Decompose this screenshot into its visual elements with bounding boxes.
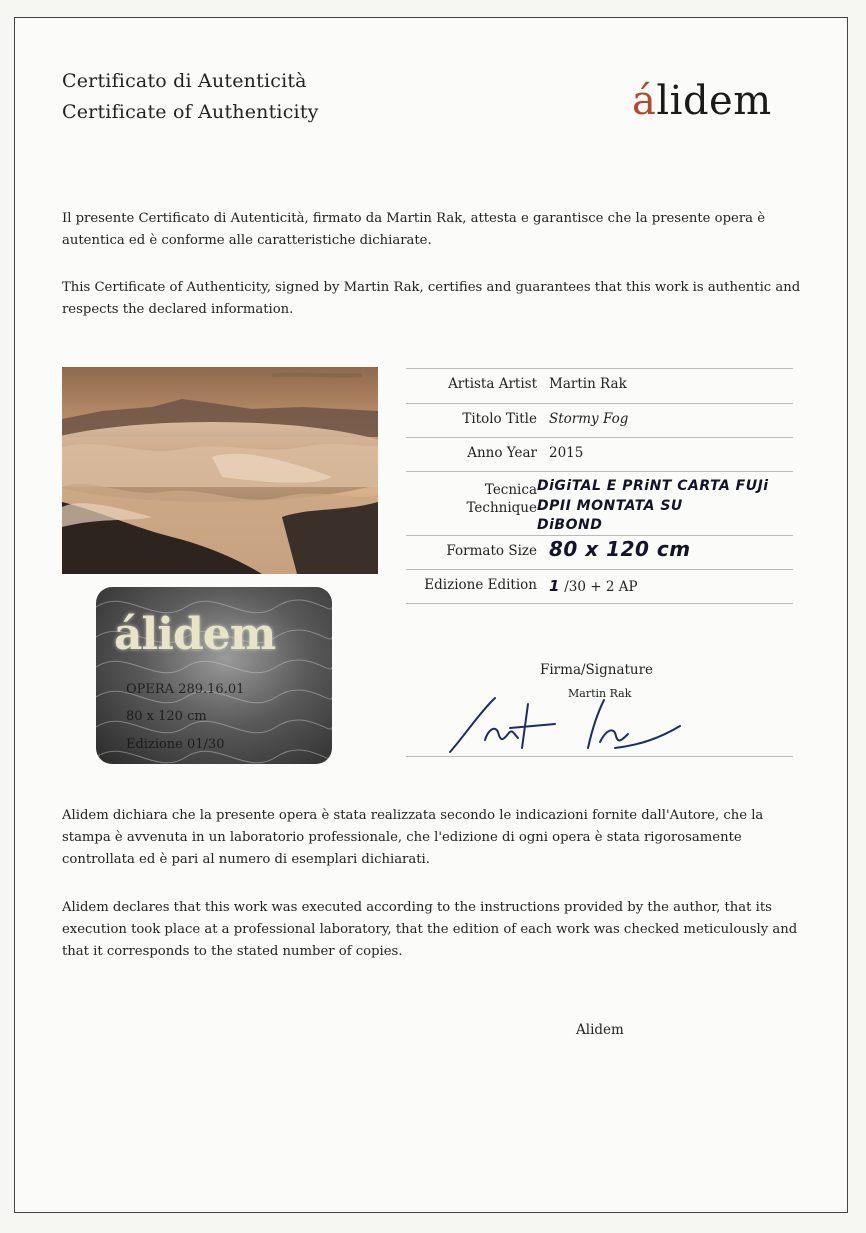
technique-label-it: Tecnica: [484, 482, 537, 498]
declaration-english: Alidem declares that this work was executed according to the instructions provided by the author, that its execution took place at a professional laboratory, that the edition of each work was checked meticulously and that it corresponds to the stated number of copies.: [62, 900, 798, 959]
technique-label-en: Technique: [466, 500, 537, 516]
title-value: Stormy Fog: [549, 411, 629, 427]
logo-accent-letter: á: [632, 78, 657, 124]
technique-value-line1: DiGiTAL E PRiNT CARTA FUJi: [537, 478, 769, 494]
technique-value-line2: DPII MONTATA SU: [537, 498, 683, 514]
row-artist: [406, 368, 793, 404]
hologram-opera-code: OPERA 289.16.01: [126, 682, 245, 697]
hologram-size: 80 x 120 cm: [126, 709, 207, 724]
size-label: Formato Size: [446, 543, 537, 559]
row-edition: [406, 569, 793, 604]
year-value: 2015: [549, 445, 584, 461]
hologram-edition: Edizione 01/30: [126, 737, 225, 752]
title-english: Certificate of Authenticity: [62, 101, 319, 123]
artist-label: Artista Artist: [448, 376, 537, 392]
title-label: Titolo Title: [462, 411, 537, 427]
intro-italian: Il presente Certificato di Autenticità, firmato da Martin Rak, attesta e garantisce che la presente opera è autentica ed è conforme alle caratteristiche dichiarate.: [62, 211, 766, 248]
artwork-photo: [62, 367, 378, 574]
row-year: [406, 437, 793, 472]
technique-value-line3: DiBOND: [537, 517, 603, 533]
title-italian: Certificato di Autenticità: [62, 70, 307, 92]
hologram-sticker: [96, 587, 332, 764]
signature-label: Firma/Signature: [540, 662, 654, 678]
edition-value: [549, 577, 638, 595]
signer-name: Martin Rak: [568, 687, 632, 700]
size-value: 80 x 120 cm: [549, 537, 691, 561]
row-technique: [406, 471, 793, 536]
table-bottom-rule: [406, 603, 793, 604]
signature-rule: [406, 756, 793, 757]
hologram-logo: álidem: [114, 609, 276, 660]
handwritten-signature: [440, 690, 700, 756]
row-title: [406, 403, 793, 438]
foggy-mountains-image: [62, 367, 378, 574]
closing-signatory: Alidem: [576, 1022, 624, 1038]
edition-label: Edizione Edition: [424, 577, 537, 593]
edition-total: /30 + 2 AP: [564, 579, 638, 595]
declaration-italian: Alidem dichiara che la presente opera è stata realizzata secondo le indicazioni fornite dall'Autore, che la stampa è avvenuta in un laboratorio professionale, che l'edizione di ogni opera è stata rigorosamente controllata ed è pari al numero di esemplari dichiarati.: [62, 808, 764, 867]
logo-text: lidem: [656, 78, 772, 124]
edition-number: 1: [549, 577, 560, 595]
intro-english: This Certificate of Authenticity, signed by Martin Rak, certifies and guarantees that this work is authentic and respects the declared information.: [62, 280, 801, 317]
artist-value: Martin Rak: [549, 376, 627, 392]
year-label: Anno Year: [467, 445, 537, 461]
row-size: [406, 535, 793, 570]
alidem-logo: [632, 78, 772, 124]
